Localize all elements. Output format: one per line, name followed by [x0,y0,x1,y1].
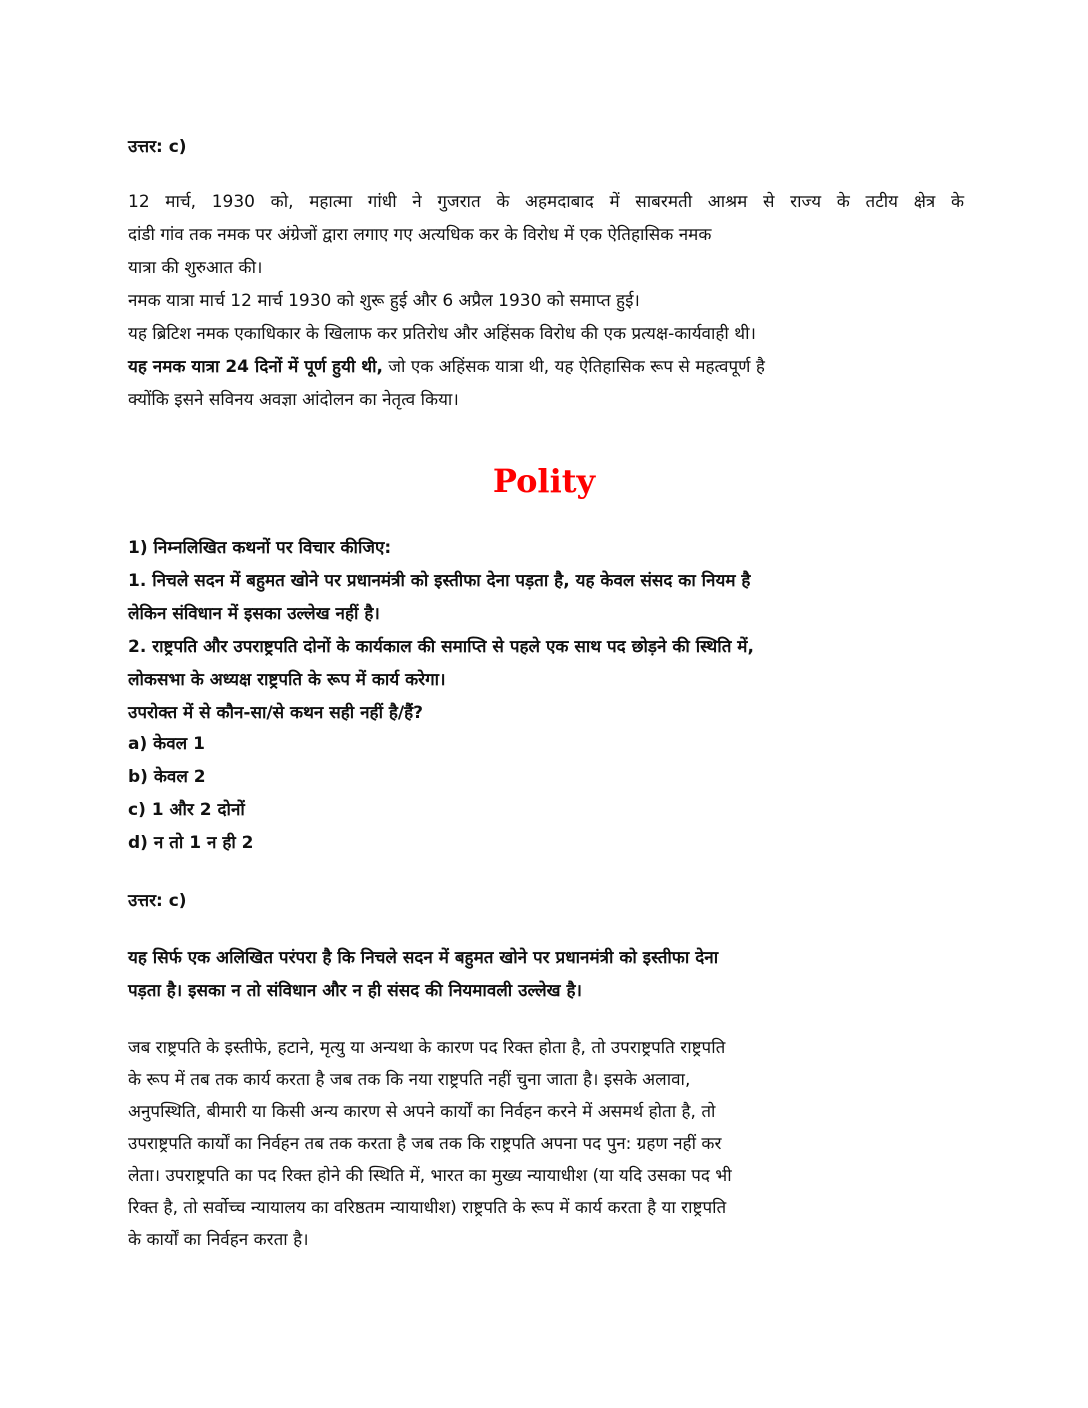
statement-1-cont: लेकिन संविधान में इसका उल्लेख नहीं है। [128,604,380,624]
bold-text: यह नमक यात्रा 24 दिनों में पूर्ण हुयी थी, [128,357,383,377]
option-b: b) केवल 2 [128,767,206,787]
paragraph-line: यह ब्रिटिश नमक एकाधिकार के खिलाफ कर प्रतिरोध और अहिंसक विरोध की एक प्रत्यक्ष-कार्यवाही थी। [128,324,756,344]
salt-march-paragraph [128,186,964,417]
answer-label: उत्तर: c) [128,891,187,911]
option-c: c) 1 और 2 दोनों [128,800,245,820]
paragraph-line: यात्रा की शुरुआत की। [128,258,263,278]
paragraph-line: के रूप में तब तक कार्य करता है जब तक कि नया राष्ट्रपति नहीं चुना जाता है। इसके अलावा, [128,1070,691,1090]
statement-2: 2. राष्ट्रपति और उपराष्ट्रपति दोनों के कार्यकाल की समाप्ति से पहले एक साथ पद छोड़ने की स्थिति में, [128,637,754,657]
paragraph-line: यह सिर्फ एक अलिखित परंपरा है कि निचले सदन में बहुमत खोने पर प्रधानमंत्री को इस्तीफा देना [128,948,719,968]
section-heading: Polity [492,462,596,500]
statement-2-cont: लोकसभा के अध्यक्ष राष्ट्रपति के रूप में कार्य करेगा। [128,670,446,690]
question-block [128,532,964,730]
paragraph-line: दांडी गांव तक नमक पर अंग्रेजों द्वारा लगाए गए अत्यधिक कर के विरोध में एक ऐतिहासिक नमक [128,225,712,245]
paragraph-line: जब राष्ट्रपति के इस्तीफे, हटाने, मृत्यु या अन्यथा के कारण पद रिक्त होता है, तो उपराष्ट्रपति राष्ट्रपति [128,1038,726,1058]
paragraph-line: पड़ता है। इसका न तो संविधान और न ही संसद की नियमावली उल्लेख है। [128,981,582,1001]
paragraph-line: उपराष्ट्रपति कार्यों का निर्वहन तब तक करता है जब तक कि राष्ट्रपति अपना पद पुन: ग्रहण नहीं कर [128,1134,722,1154]
option-a: a) केवल 1 [128,734,205,754]
option-d: d) न तो 1 न ही 2 [128,833,254,853]
paragraph-line: 12 मार्च, 1930 को, महात्मा गांधी ने गुजरात के अहमदाबाद में साबरमती आश्रम से राज्य के तटीय क्षेत्र के [128,192,964,212]
statement-1: 1. निचले सदन में बहुमत खोने पर प्रधानमंत्री को इस्तीफा देना पड़ता है, यह केवल संसद का नियम है [128,571,751,591]
explanation-bold [128,942,964,1008]
options-list [128,728,254,860]
paragraph-line: लेता। उपराष्ट्रपति का पद रिक्त होने की स्थिति में, भारत का मुख्य न्यायाधीश (या यदि उसका पद भी [128,1166,732,1186]
question-prompt: उपरोक्त में से कौन-सा/से कथन सही नहीं है/हैं? [128,703,424,723]
paragraph-line [128,351,964,384]
paragraph-line: रिक्त है, तो सर्वोच्च न्यायालय का वरिष्ठतम न्यायाधीश) राष्ट्रपति के रूप में कार्य करता है या राष्ट्रपति [128,1198,727,1218]
question-intro: 1) निम्नलिखित कथनों पर विचार कीजिए: [128,538,392,558]
explanation-paragraph [128,1032,964,1256]
paragraph-line: नमक यात्रा मार्च 12 मार्च 1930 को शुरू हुई और 6 अप्रैल 1930 को समाप्त हुई। [128,291,640,311]
paragraph-line: क्योंकि इसने सविनय अवज्ञा आंदोलन का नेतृत्व किया। [128,390,459,410]
paragraph-line: अनुपस्थिति, बीमारी या किसी अन्य कारण से अपने कार्यों का निर्वहन करने में असमर्थ होता है, तो [128,1102,716,1122]
paragraph-line: के कार्यों का निर्वहन करता है। [128,1230,309,1250]
answer-label: उत्तर: c) [128,137,187,157]
normal-text: जो एक अहिंसक यात्रा थी, यह ऐतिहासिक रूप से महत्वपूर्ण है [383,357,765,377]
